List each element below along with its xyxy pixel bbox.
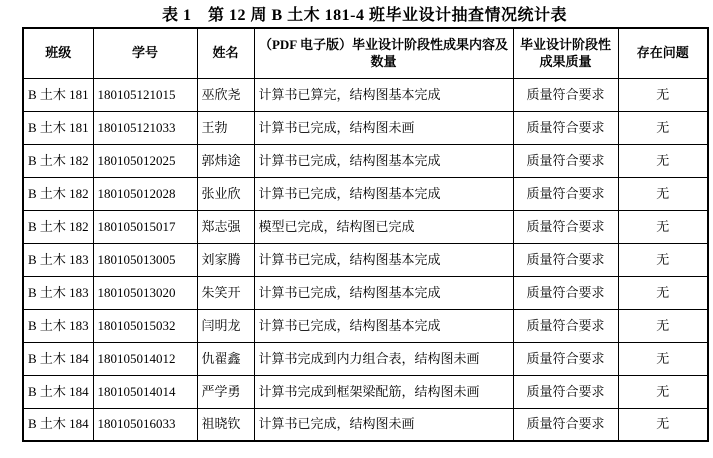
issue-cell: 无 (618, 276, 708, 309)
student-id-cell: 180105013005 (93, 243, 197, 276)
table-row (23, 309, 708, 342)
name-cell: 仇翟鑫 (197, 342, 254, 375)
student-id-cell: 180105121033 (93, 111, 197, 144)
content-cell: 计算书完成到内力组合表，结构图未画 (254, 342, 513, 375)
quality-cell: 质量符合要求 (513, 243, 618, 276)
student-id-cell: 180105012028 (93, 177, 197, 210)
quality-cell: 质量符合要求 (513, 276, 618, 309)
issue-cell: 无 (618, 309, 708, 342)
student-id-cell: 180105121015 (93, 78, 197, 111)
table-row (23, 375, 708, 408)
issue-cell: 无 (618, 375, 708, 408)
issue-cell: 无 (618, 210, 708, 243)
table-row (23, 144, 708, 177)
class-cell: B 土木 182 (23, 210, 93, 243)
name-cell: 郑志强 (197, 210, 254, 243)
class-cell: B 土木 182 (23, 144, 93, 177)
table-row (23, 276, 708, 309)
name-cell: 张业欣 (197, 177, 254, 210)
content-cell: 计算书已完成，结构图未画 (254, 111, 513, 144)
issue-cell: 无 (618, 243, 708, 276)
issue-cell: 无 (618, 408, 708, 441)
quality-cell: 质量符合要求 (513, 210, 618, 243)
class-cell: B 土木 183 (23, 243, 93, 276)
student-id-cell: 180105014012 (93, 342, 197, 375)
quality-cell: 质量符合要求 (513, 78, 618, 111)
student-id-cell: 180105016033 (93, 408, 197, 441)
column-header-quality: 毕业设计阶段性成果质量 (513, 28, 618, 78)
quality-cell: 质量符合要求 (513, 309, 618, 342)
student-id-cell: 180105015017 (93, 210, 197, 243)
name-cell: 严学勇 (197, 375, 254, 408)
column-header-class: 班级 (23, 28, 93, 78)
content-cell: 计算书已完成，结构图未画 (254, 408, 513, 441)
table-row (23, 342, 708, 375)
class-cell: B 土木 183 (23, 276, 93, 309)
class-cell: B 土木 182 (23, 177, 93, 210)
content-cell: 计算书已完成，结构图基本完成 (254, 276, 513, 309)
quality-cell: 质量符合要求 (513, 144, 618, 177)
quality-cell: 质量符合要求 (513, 111, 618, 144)
content-cell: 模型已完成，结构图已完成 (254, 210, 513, 243)
table-row (23, 177, 708, 210)
content-cell: 计算书已算完，结构图基本完成 (254, 78, 513, 111)
class-cell: B 土木 181 (23, 111, 93, 144)
table-row (23, 78, 708, 111)
column-header-content: （PDF 电子版）毕业设计阶段性成果内容及数量 (254, 28, 513, 78)
quality-cell: 质量符合要求 (513, 177, 618, 210)
name-cell: 郭炜途 (197, 144, 254, 177)
name-cell: 刘家腾 (197, 243, 254, 276)
class-cell: B 土木 184 (23, 342, 93, 375)
table-row (23, 243, 708, 276)
name-cell: 王勃 (197, 111, 254, 144)
issue-cell: 无 (618, 342, 708, 375)
student-id-cell: 180105012025 (93, 144, 197, 177)
issue-cell: 无 (618, 78, 708, 111)
quality-cell: 质量符合要求 (513, 375, 618, 408)
table-row (23, 210, 708, 243)
header-row (23, 28, 708, 78)
name-cell: 祖晓钦 (197, 408, 254, 441)
name-cell: 闫明龙 (197, 309, 254, 342)
column-header-name: 姓名 (197, 28, 254, 78)
content-cell: 计算书已完成，结构图基本完成 (254, 177, 513, 210)
student-id-cell: 180105014014 (93, 375, 197, 408)
class-cell: B 土木 181 (23, 78, 93, 111)
table-title: 表 1 第 12 周 B 土木 181-4 班毕业设计抽查情况统计表 (161, 7, 567, 24)
stats-table (22, 27, 709, 442)
issue-cell: 无 (618, 144, 708, 177)
quality-cell: 质量符合要求 (513, 408, 618, 441)
content-cell: 计算书完成到框架梁配筋，结构图未画 (254, 375, 513, 408)
student-id-cell: 180105015032 (93, 309, 197, 342)
quality-cell: 质量符合要求 (513, 342, 618, 375)
class-cell: B 土木 183 (23, 309, 93, 342)
class-cell: B 土木 184 (23, 408, 93, 441)
content-cell: 计算书已完成，结构图基本完成 (254, 309, 513, 342)
column-header-student-id: 学号 (93, 28, 197, 78)
column-header-issues: 存在问题 (618, 28, 708, 78)
issue-cell: 无 (618, 111, 708, 144)
content-cell: 计算书已完成，结构图基本完成 (254, 144, 513, 177)
content-cell: 计算书已完成，结构图基本完成 (254, 243, 513, 276)
issue-cell: 无 (618, 177, 708, 210)
name-cell: 朱笑开 (197, 276, 254, 309)
name-cell: 巫欣尧 (197, 78, 254, 111)
table-row (23, 408, 708, 441)
table-row (23, 111, 708, 144)
class-cell: B 土木 184 (23, 375, 93, 408)
student-id-cell: 180105013020 (93, 276, 197, 309)
